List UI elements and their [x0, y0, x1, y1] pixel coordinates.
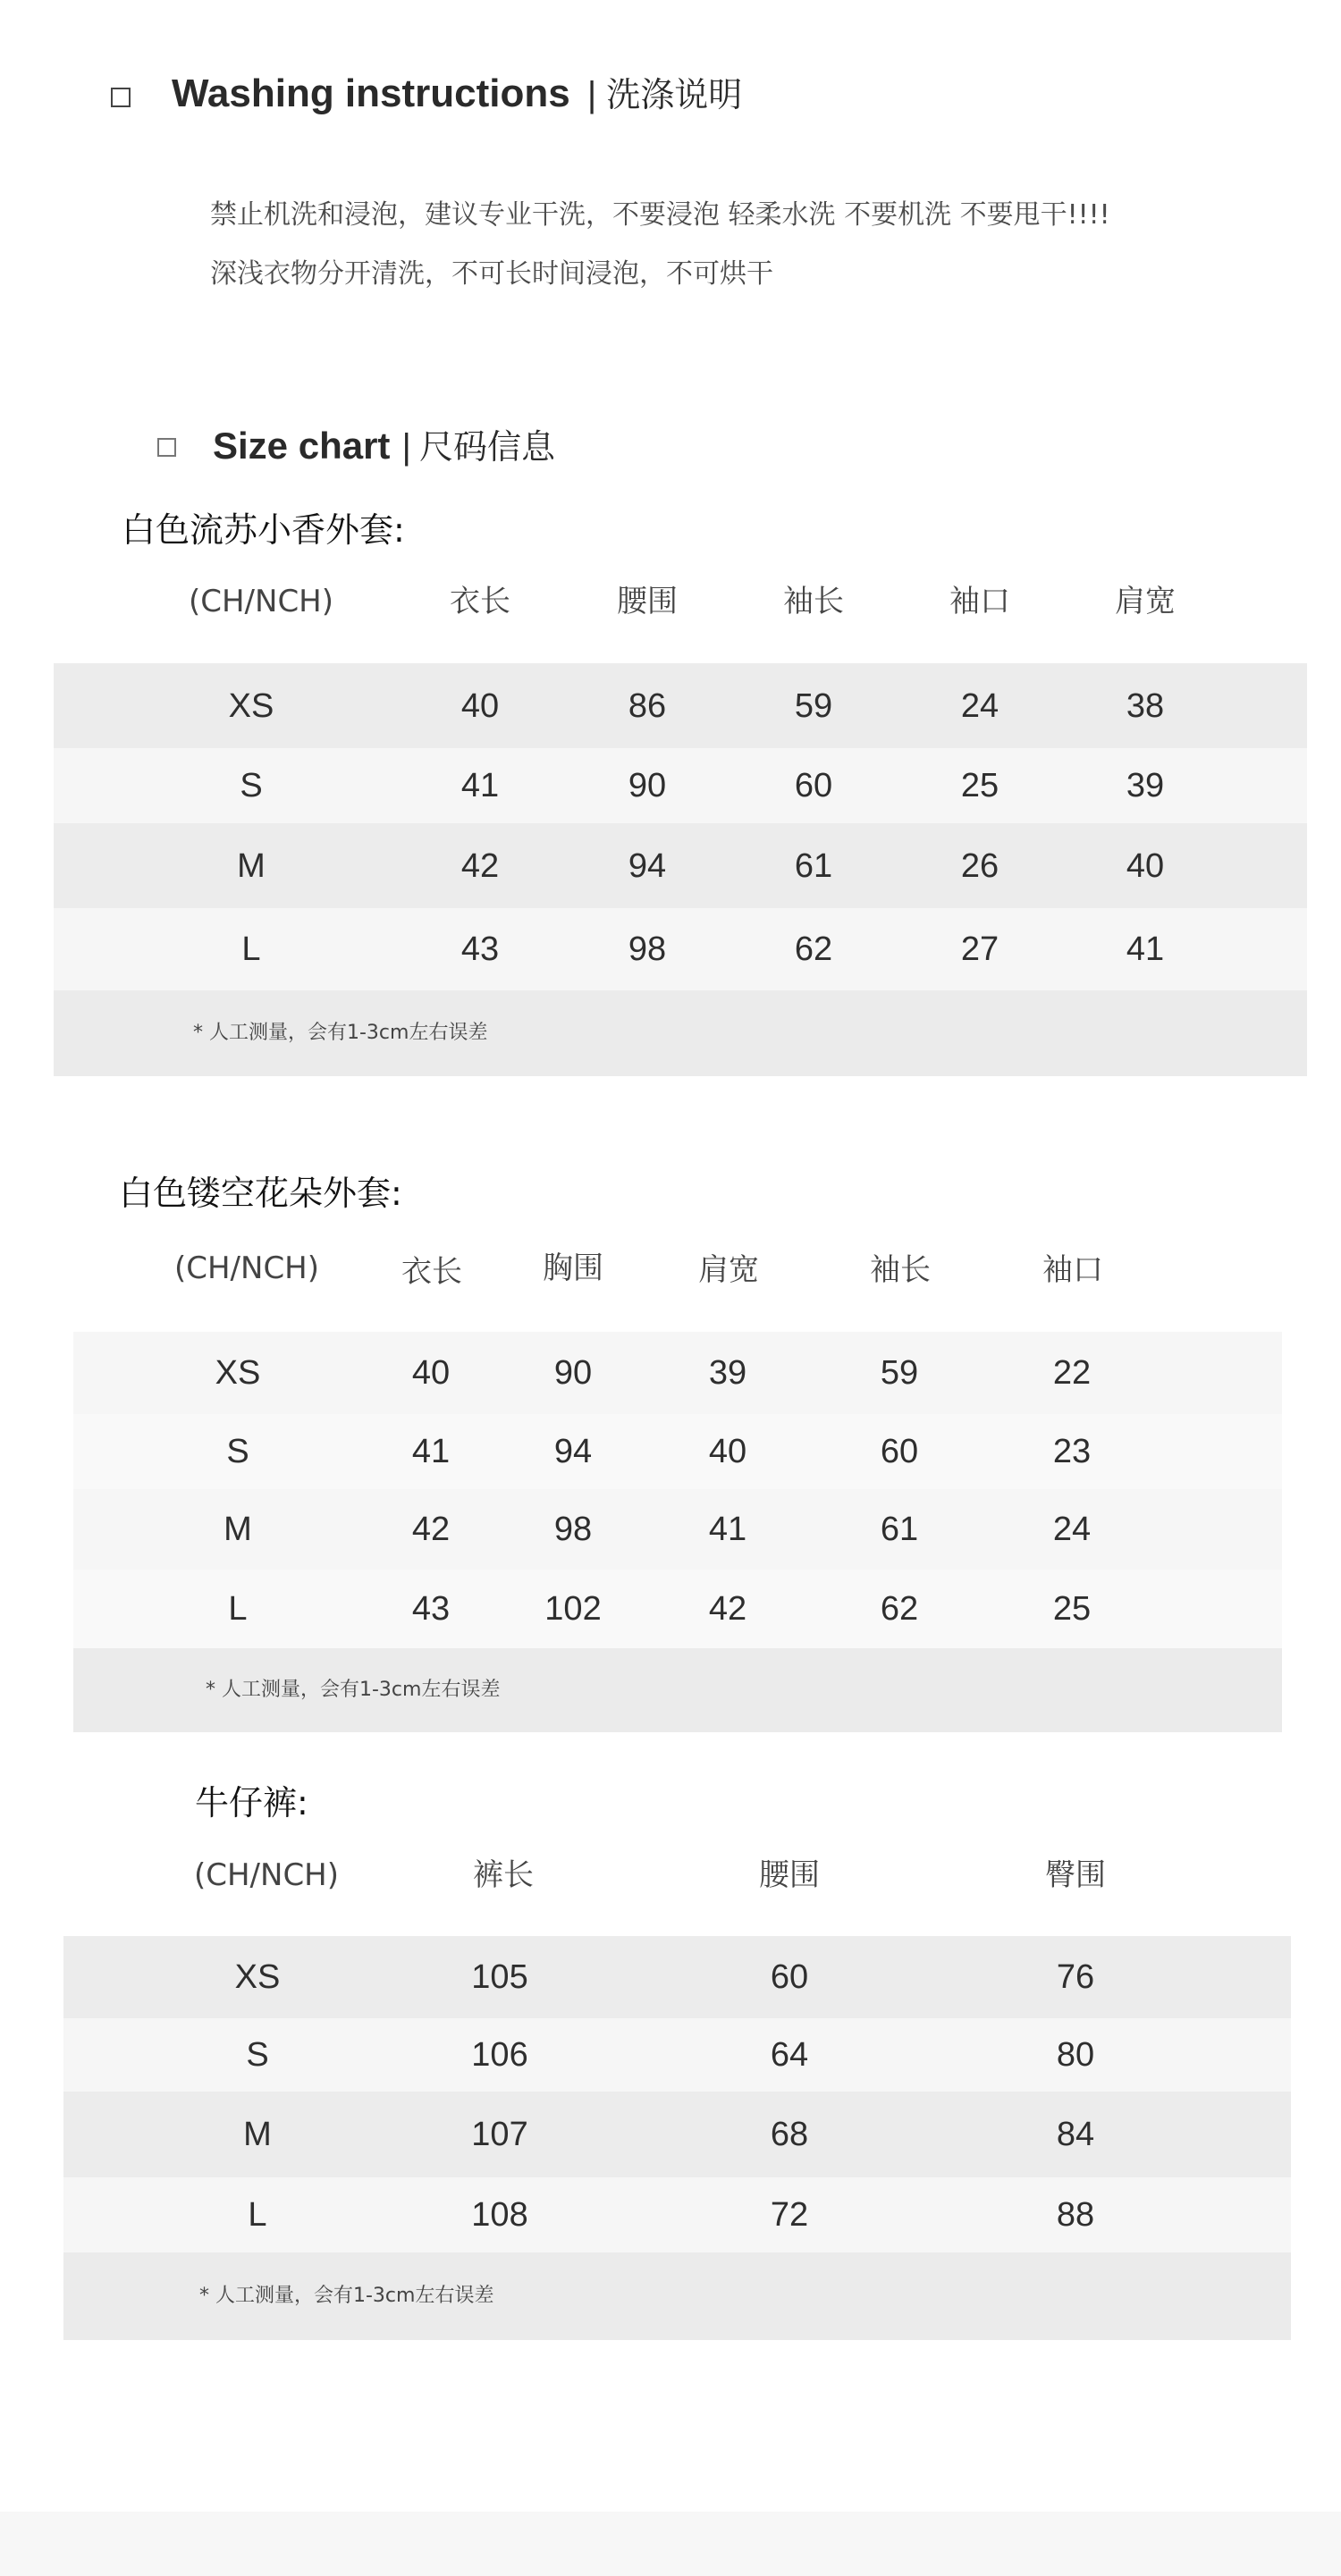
table-3-header-cell: 腰围	[759, 1857, 820, 1893]
table-2-header-cell: 衣长	[401, 1254, 462, 1290]
table-cell: 39	[1126, 767, 1165, 804]
table-row	[63, 2177, 1291, 2252]
table-3-title: 牛仔裤:	[195, 1783, 308, 1823]
table-1-header-cell: 肩宽	[1115, 584, 1176, 619]
table-cell: 76	[1056, 1958, 1095, 1996]
table-cell: 64	[770, 2036, 809, 2074]
table-row	[73, 1489, 1282, 1570]
table-1-header-cell: 袖口	[949, 584, 1010, 619]
table-cell: 68	[770, 2116, 809, 2153]
table-cell: 40	[411, 1354, 451, 1392]
table-note-row	[73, 1648, 1282, 1732]
table-cell: 24	[960, 686, 999, 725]
table-cell: 72	[770, 2196, 809, 2234]
table-cell: S	[240, 767, 263, 804]
table-cell: 41	[411, 1433, 451, 1470]
washing-heading-en: Washing instructions	[172, 72, 570, 115]
size-chart-heading-separator: |	[401, 427, 411, 467]
table-row	[54, 908, 1307, 990]
washing-line-1: 禁止机洗和浸泡，建议专业干洗，不要浸泡 轻柔水洗 不要机洗 不要甩干!!!!	[210, 199, 1110, 231]
table-row	[63, 2018, 1291, 2092]
table-cell: 80	[1056, 2036, 1095, 2074]
table-cell: 62	[794, 930, 833, 968]
table-3-body	[63, 1936, 1291, 2340]
table-cell: 41	[708, 1511, 747, 1548]
table-cell: XS	[215, 1354, 261, 1392]
table-row	[63, 2092, 1291, 2177]
washing-heading-separator: |	[586, 75, 597, 114]
table-2-title: 白色镂空花朵外套:	[119, 1174, 402, 1213]
table-cell: M	[243, 2116, 272, 2153]
table-cell: 61	[794, 846, 833, 885]
table-cell: 107	[471, 2116, 528, 2153]
table-cell: 25	[960, 767, 999, 804]
table-2-header-cell: (CH/NCH)	[173, 1250, 320, 1286]
table-3-header-cell: 裤长	[473, 1857, 534, 1893]
table-cell: 90	[628, 767, 667, 804]
table-cell: M	[224, 1511, 252, 1548]
table-cell: 42	[460, 846, 500, 885]
table-cell: XS	[234, 1958, 281, 1996]
table-cell: 62	[880, 1590, 919, 1628]
table-1-header-cell: 腰围	[617, 584, 678, 619]
table-cell: 108	[471, 2196, 528, 2234]
table-cell: 60	[770, 1958, 809, 1996]
table-cell: 40	[460, 686, 500, 725]
table-cell: 42	[708, 1590, 747, 1628]
table-cell: 105	[471, 1958, 528, 1996]
bottom-background-strip	[0, 2512, 1341, 2576]
table-cell: 43	[460, 930, 500, 968]
table-2-header-cell: 袖长	[870, 1252, 931, 1288]
table-cell: S	[246, 2036, 269, 2074]
table-3-header-cell: 臀围	[1045, 1857, 1106, 1893]
table-cell: 41	[460, 767, 500, 804]
table-cell: 61	[880, 1511, 919, 1548]
table-note-row	[54, 990, 1307, 1076]
table-cell: M	[237, 846, 266, 885]
table-cell: 59	[794, 686, 833, 725]
table-2-header-cell: 肩宽	[698, 1252, 759, 1288]
table-cell: 24	[1052, 1511, 1092, 1548]
table-cell: 98	[628, 930, 667, 968]
table-cell: 22	[1052, 1354, 1092, 1392]
table-cell: L	[228, 1590, 248, 1628]
table-cell: 84	[1056, 2116, 1095, 2153]
table-cell: 59	[880, 1354, 919, 1392]
table-note-row	[63, 2252, 1291, 2340]
table-cell: 98	[553, 1511, 593, 1548]
table-cell: 94	[553, 1433, 593, 1470]
table-cell: 94	[628, 846, 667, 885]
table-row	[54, 748, 1307, 823]
table-row	[73, 1332, 1282, 1414]
table-cell: 60	[880, 1433, 919, 1470]
table-cell: 88	[1056, 2196, 1095, 2234]
table-cell: L	[241, 930, 261, 968]
washing-line-2: 深浅衣物分开清洗，不可长时间浸泡，不可烘干	[210, 258, 773, 290]
table-cell: 40	[708, 1433, 747, 1470]
washing-checkbox-icon	[111, 88, 131, 107]
table-1-body	[54, 663, 1307, 1076]
table-row	[54, 823, 1307, 908]
table-cell: 42	[411, 1511, 451, 1548]
table-2-body	[73, 1332, 1282, 1732]
table-cell: 25	[1052, 1590, 1092, 1628]
size-chart-heading-zh: 尺码信息	[419, 427, 556, 467]
table-cell: 40	[1126, 846, 1165, 885]
table-cell: 41	[1126, 930, 1165, 968]
table-1-title: 白色流苏小香外套:	[122, 510, 405, 550]
table-row	[73, 1570, 1282, 1648]
table-cell: 39	[708, 1354, 747, 1392]
table-row	[73, 1414, 1282, 1489]
table-cell: 43	[411, 1590, 451, 1628]
table-cell: 27	[960, 930, 999, 968]
table-1-header-cell: 袖长	[783, 584, 844, 619]
table-cell: 38	[1126, 686, 1165, 725]
table-cell: 23	[1052, 1433, 1092, 1470]
size-chart-heading	[213, 427, 555, 465]
measurement-note: * 人工测量，会有1-3cm左右误差	[206, 1679, 501, 1701]
table-cell: XS	[228, 686, 274, 725]
table-1-header-cell: (CH/NCH)	[188, 584, 334, 619]
washing-heading	[172, 74, 742, 114]
size-chart-checkbox-icon	[157, 438, 176, 457]
table-cell: L	[248, 2196, 267, 2234]
table-2-header-cell: 胸围	[543, 1250, 603, 1286]
table-cell: 26	[960, 846, 999, 885]
size-chart-heading-en: Size chart	[213, 425, 391, 467]
table-cell: 106	[471, 2036, 528, 2074]
table-row	[63, 1936, 1291, 2018]
table-cell: 60	[794, 767, 833, 804]
table-cell: 90	[553, 1354, 593, 1392]
measurement-note: * 人工测量，会有1-3cm左右误差	[199, 2285, 494, 2307]
table-1-header-cell: 衣长	[450, 584, 510, 619]
measurement-note: * 人工测量，会有1-3cm左右误差	[193, 1022, 488, 1044]
table-3-header-cell: (CH/NCH)	[193, 1857, 340, 1893]
table-cell: S	[226, 1433, 249, 1470]
table-row	[54, 663, 1307, 748]
table-cell: 86	[628, 686, 667, 725]
table-2-header-cell: 袖口	[1042, 1252, 1103, 1288]
washing-heading-zh: 洗涤说明	[606, 75, 743, 114]
table-cell: 102	[544, 1590, 602, 1628]
